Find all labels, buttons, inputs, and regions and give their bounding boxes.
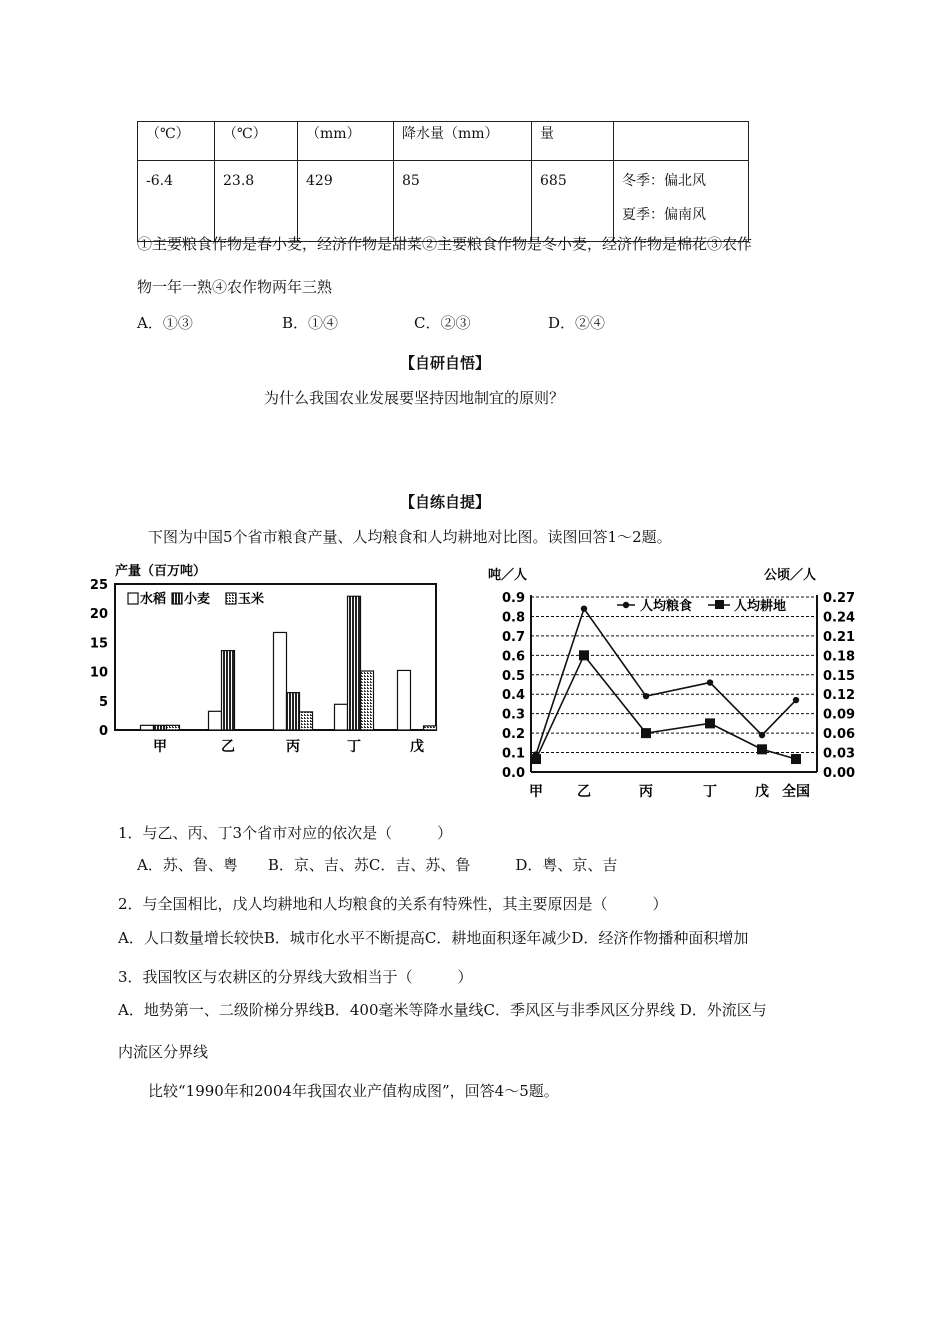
grain-output-bar-chart (88, 556, 453, 756)
table-cell: 23.8 (215, 161, 298, 242)
y-tick-label-left: 0.4 (501, 688, 525, 704)
legend-swatch (128, 593, 138, 604)
legend-label: 小麦 (184, 592, 211, 607)
y-tick-label-right: 0.09 (823, 707, 856, 723)
x-tick-label: 乙 (577, 784, 591, 800)
x-tick-label: 丙 (286, 739, 300, 755)
q0-option-b[interactable]: B．①④ (282, 314, 339, 332)
y-tick-label-left: 0.3 (501, 707, 525, 723)
bar (335, 704, 348, 730)
wind-winter: 冬季：偏北风 (622, 173, 706, 189)
bar (348, 596, 361, 730)
question-1-options: A．苏、鲁、粤 B．京、吉、苏C．吉、苏、鲁 D．粤、京、吉 (137, 856, 618, 874)
y-axis-left-title: 吨／人 (488, 568, 528, 583)
y-tick-label-right: 0.21 (823, 629, 856, 645)
x-tick-label: 丁 (703, 784, 717, 800)
table-header-row (138, 122, 749, 161)
y-tick-label-right: 0.27 (823, 591, 856, 606)
practice-intro: 下图为中国5个省市粮食产量、人均粮食和人均耕地对比图。读图回答1～2题。 (148, 528, 672, 546)
data-point-land (531, 754, 541, 764)
x-tick-label: 全国 (782, 784, 810, 800)
bar (154, 725, 167, 730)
data-point-grain (759, 732, 765, 738)
y-tick-label-left: 0.5 (501, 668, 525, 684)
bar (274, 632, 287, 730)
y-tick-label-left: 0.1 (501, 746, 525, 762)
data-point-grain (707, 679, 713, 685)
legend-swatch (226, 593, 236, 604)
bar (424, 726, 437, 730)
data-point-grain (793, 697, 799, 703)
y-tick-label-right: 0.18 (823, 649, 856, 665)
table-cell: （mm） (298, 122, 394, 161)
y-tick-label-right: 0.00 (823, 766, 856, 781)
table-cell: （℃） (138, 122, 215, 161)
bar (287, 693, 300, 730)
y-tick-label: 5 (98, 694, 108, 710)
y-tick-label-left: 0.9 (501, 591, 525, 606)
climate-table (137, 121, 749, 242)
x-tick-label: 丙 (639, 784, 653, 800)
q0-option-a[interactable]: A．①③ (137, 314, 193, 332)
data-point-grain (581, 605, 587, 611)
y-tick-label-left: 0.7 (501, 629, 525, 645)
per-capita-line-chart (486, 562, 870, 802)
table-cell: 685 (532, 161, 614, 242)
data-point-land (757, 744, 767, 754)
x-tick-label: 甲 (529, 784, 543, 800)
legend-swatch (172, 593, 182, 604)
table-cell (614, 122, 749, 161)
q0-statement-line1: ①主要粮食作物是春小麦，经济作物是甜菜②主要粮食作物是冬小麦，经济作物是棉花③农作 (137, 235, 753, 253)
y-tick-label-right: 0.03 (823, 746, 856, 762)
table-cell-wind (614, 161, 749, 242)
q0-option-c[interactable]: C．②③ (414, 314, 471, 332)
y-tick-label: 10 (89, 665, 108, 681)
x-tick-label: 乙 (221, 739, 235, 755)
y-tick-label: 25 (89, 578, 108, 593)
bar (222, 651, 235, 730)
data-point-land (791, 754, 801, 764)
y-tick-label-right: 0.24 (823, 610, 856, 626)
data-point-grain (643, 693, 649, 699)
question-3-options-line2: 内流区分界线 (118, 1043, 209, 1061)
table-cell: 429 (298, 161, 394, 242)
bar (141, 725, 154, 730)
x-tick-label: 戊 (755, 784, 769, 800)
question-3: 3．我国牧区与农耕区的分界线大致相当于（ ） (118, 968, 473, 986)
y-axis-right-title: 公顷／人 (764, 568, 817, 583)
bar (398, 670, 411, 730)
table-cell: 85 (394, 161, 532, 242)
x-tick-label: 戊 (410, 739, 424, 755)
question-2-options: A．人口数量增长较快B．城市化水平不断提高C．耕地面积逐年减少D．经济作物播种面积增加 (118, 929, 749, 947)
y-tick-label-left: 0.6 (501, 649, 525, 665)
y-tick-label-left: 0.2 (501, 727, 525, 743)
series-line-land (536, 655, 796, 759)
y-tick-label: 20 (89, 607, 108, 623)
legend-label: 玉米 (238, 592, 265, 607)
x-tick-label: 丁 (347, 739, 361, 755)
research-question: 为什么我国农业发展要坚持因地制宜的原则？ (264, 389, 565, 407)
question-1: 1．与乙、丙、丁3个省市对应的依次是（ ） (118, 824, 453, 842)
table-cell: -6.4 (138, 161, 215, 242)
x-tick-label: 甲 (153, 739, 167, 755)
q0-statement-line2: 物一年一熟④农作物两年三熟 (137, 278, 333, 296)
question-3-options-line1: A．地势第一、二级阶梯分界线B．400毫米等降水量线C．季风区与非季风区分界线 D．外流区与 (118, 1001, 767, 1019)
bar (167, 725, 180, 730)
legend-label: 人均耕地 (734, 599, 787, 614)
y-tick-label: 0 (98, 724, 108, 739)
table-cell: （℃） (215, 122, 298, 161)
data-point-land (705, 718, 715, 728)
y-tick-label-right: 0.06 (823, 727, 856, 743)
table-cell: 量 (532, 122, 614, 161)
y-tick-label-left: 0.8 (501, 610, 525, 626)
wind-summer: 夏季：偏南风 (622, 207, 706, 223)
data-point-land (641, 728, 651, 738)
chart-title: 产量（百万吨） (115, 564, 207, 579)
section-practice-title: 【自练自提】 (400, 493, 491, 511)
questions-4-5-intro: 比较“1990年和2004年我国农业产值构成图”，回答4～5题。 (148, 1082, 559, 1100)
data-point-land (579, 650, 589, 660)
bar (209, 711, 222, 730)
bar (300, 712, 313, 730)
q0-option-d[interactable]: D．②④ (548, 314, 606, 332)
y-tick-label: 15 (89, 636, 108, 652)
section-research-title: 【自研自悟】 (400, 354, 491, 372)
y-tick-label-right: 0.12 (823, 688, 856, 704)
question-2: 2．与全国相比，戊人均耕地和人均粮食的关系有特殊性，其主要原因是（ ） (118, 895, 668, 913)
bar (361, 671, 374, 730)
legend-label: 人均粮食 (640, 599, 693, 614)
table-cell: 降水量（mm） (394, 122, 532, 161)
table-data-row (138, 161, 749, 242)
y-tick-label-right: 0.15 (823, 668, 856, 684)
legend-label: 水稻 (140, 592, 167, 607)
y-tick-label-left: 0.0 (501, 766, 525, 781)
